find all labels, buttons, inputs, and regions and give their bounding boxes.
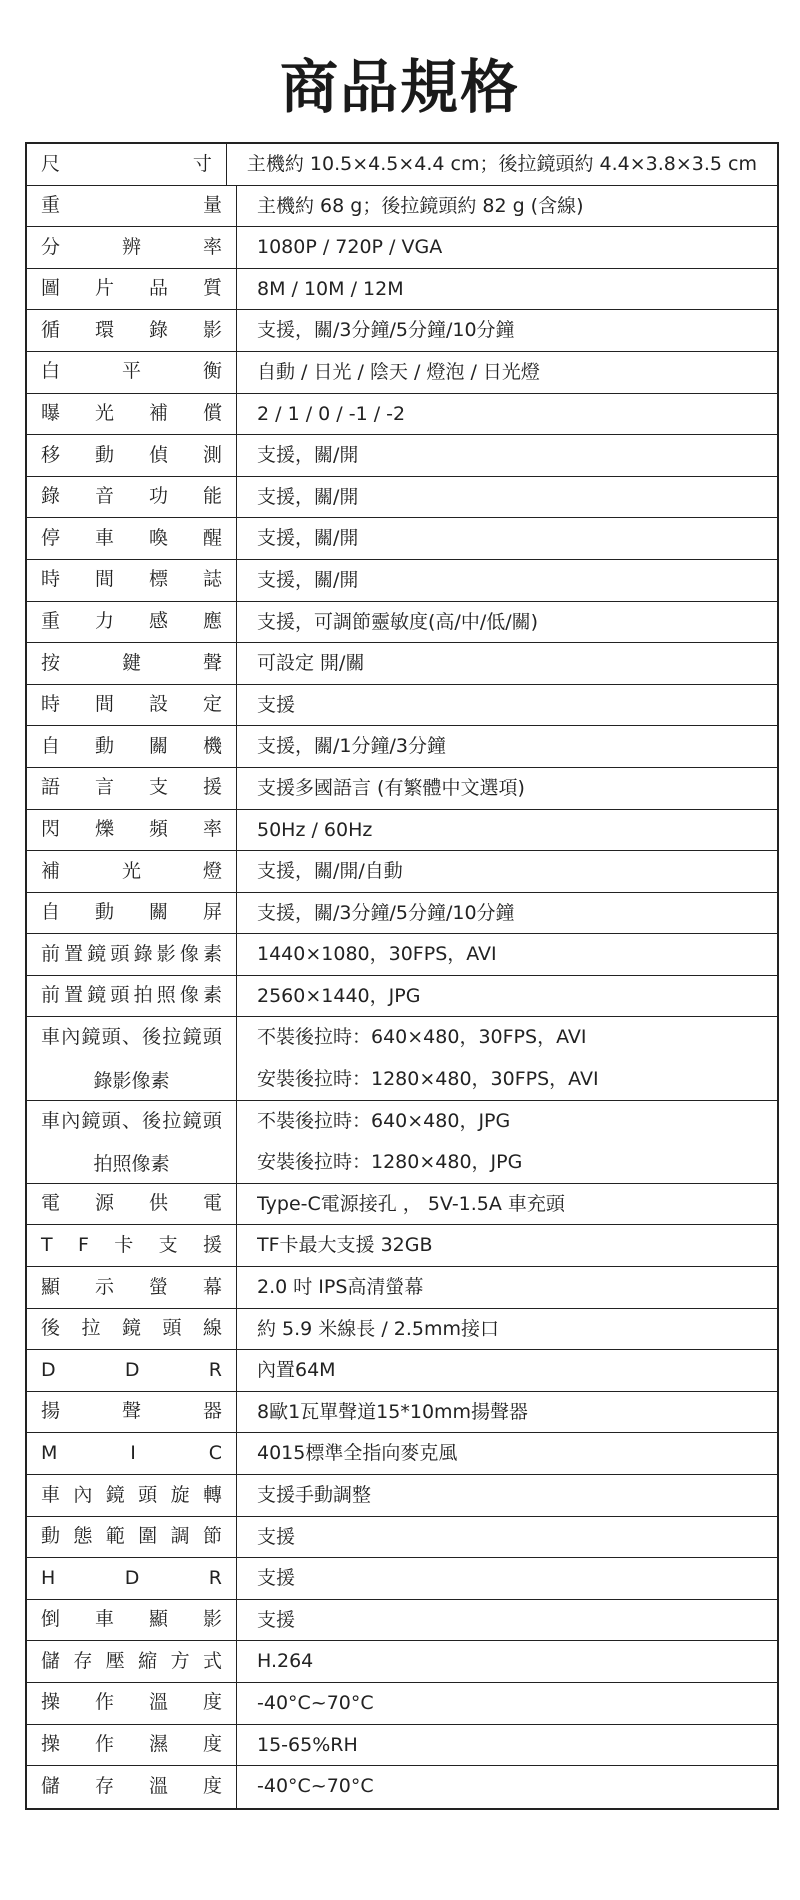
spec-row	[27, 1475, 777, 1517]
spec-row	[27, 1517, 777, 1559]
spec-value	[237, 1433, 777, 1474]
spec-label	[27, 976, 237, 1017]
spec-row	[27, 685, 777, 727]
spec-value	[237, 851, 777, 892]
spec-label-line: H D R	[41, 1566, 222, 1589]
spec-value	[237, 1350, 777, 1391]
spec-row	[27, 1350, 777, 1392]
spec-label	[27, 144, 227, 185]
spec-label	[27, 851, 237, 892]
spec-value	[237, 768, 777, 809]
spec-value-line: -40°C~70°C	[257, 1691, 374, 1714]
spec-row	[27, 1433, 777, 1475]
spec-value	[237, 1101, 777, 1183]
spec-label	[27, 269, 237, 310]
spec-value	[237, 643, 777, 684]
spec-value-line: 支援，關/開	[257, 568, 359, 591]
spec-value-line: 2560×1440，JPG	[257, 984, 421, 1007]
spec-label	[27, 227, 237, 268]
spec-row	[27, 1309, 777, 1351]
spec-row	[27, 1725, 777, 1767]
spec-row	[27, 1392, 777, 1434]
spec-label-line: T F 卡 支 援	[41, 1233, 222, 1256]
spec-value	[237, 186, 777, 227]
spec-value-line: 支援	[257, 693, 296, 716]
spec-value-line: 可設定 開/關	[257, 652, 365, 675]
spec-label-line: 儲 存 溫 度	[41, 1775, 222, 1798]
spec-value	[237, 1184, 777, 1225]
spec-value-line: 15-65%RH	[257, 1733, 358, 1756]
spec-value	[237, 1225, 777, 1266]
spec-label	[27, 1309, 237, 1350]
spec-label-line: 前 置 鏡 頭 錄 影 像 素	[41, 942, 222, 965]
spec-value-line: 內置64M	[257, 1359, 336, 1382]
spec-row	[27, 1101, 777, 1184]
spec-row	[27, 810, 777, 852]
spec-value-line: 不裝後拉時：640×480，JPG	[257, 1109, 511, 1132]
spec-label	[27, 726, 237, 767]
spec-row	[27, 934, 777, 976]
spec-label-line: 自 動 關 機	[41, 734, 222, 757]
spec-value	[237, 976, 777, 1017]
spec-label-line: 分 辨 率	[41, 235, 222, 258]
spec-value-line: H.264	[257, 1650, 314, 1673]
spec-label	[27, 1184, 237, 1225]
spec-value-line: 主機約 68 g；後拉鏡頭約 82 g (含線)	[257, 194, 584, 217]
spec-label-line: 車 內 鏡 頭 、 後 拉 鏡 頭	[41, 1026, 222, 1049]
spec-label-line: 動 態 範 圍 調 節	[41, 1525, 222, 1548]
spec-label-line: M I C	[41, 1441, 222, 1464]
spec-row	[27, 851, 777, 893]
spec-label-line: 錄影像素	[93, 1069, 170, 1092]
spec-label-line: 按 鍵 聲	[41, 651, 222, 674]
spec-value	[237, 1267, 777, 1308]
spec-value	[237, 810, 777, 851]
spec-label	[27, 1392, 237, 1433]
spec-value-line: 支援，可調節靈敏度(高/中/低/關)	[257, 610, 539, 633]
spec-value	[237, 1600, 777, 1641]
spec-value-line: 支援，關/3分鐘/5分鐘/10分鐘	[257, 319, 515, 342]
spec-label-line: 重 力 感 應	[41, 610, 222, 633]
spec-value-line: 支援	[257, 1567, 296, 1590]
spec-label	[27, 394, 237, 435]
spec-value-line: 支援，關/開	[257, 485, 359, 508]
spec-value	[237, 1558, 777, 1599]
spec-label-line: 重 量	[41, 194, 222, 217]
spec-value	[237, 1766, 777, 1808]
spec-value	[237, 1475, 777, 1516]
spec-row	[27, 1600, 777, 1642]
spec-value-line: 支援	[257, 1608, 296, 1631]
spec-value	[237, 435, 777, 476]
spec-label	[27, 1225, 237, 1266]
spec-row	[27, 144, 777, 186]
spec-label-line: 拍照像素	[93, 1153, 170, 1176]
spec-label	[27, 186, 237, 227]
spec-label	[27, 893, 237, 934]
spec-label	[27, 560, 237, 601]
spec-row	[27, 1641, 777, 1683]
spec-label	[27, 352, 237, 393]
spec-row	[27, 477, 777, 519]
spec-value-line: 支援，關/開/自動	[257, 860, 403, 883]
spec-value	[237, 310, 777, 351]
spec-label-line: 車 內 鏡 頭 旋 轉	[41, 1483, 222, 1506]
spec-label	[27, 685, 237, 726]
spec-label	[27, 1641, 237, 1682]
spec-value	[237, 1017, 777, 1099]
spec-row	[27, 435, 777, 477]
spec-row	[27, 643, 777, 685]
spec-value-line: 支援，關/3分鐘/5分鐘/10分鐘	[257, 901, 515, 924]
spec-label-line: 時 間 標 誌	[41, 568, 222, 591]
spec-label-line: 白 平 衡	[41, 360, 222, 383]
spec-value-line: 1440×1080，30FPS，AVI	[257, 943, 497, 966]
spec-label-line: 錄 音 功 能	[41, 485, 222, 508]
spec-label-line: 尺 寸	[41, 152, 212, 175]
spec-label	[27, 1267, 237, 1308]
spec-label	[27, 602, 237, 643]
spec-label-line: 循 環 錄 影	[41, 318, 222, 341]
spec-label	[27, 1766, 237, 1808]
spec-label-line: 語 言 支 援	[41, 776, 222, 799]
spec-row	[27, 1766, 777, 1808]
spec-label-line: 時 間 設 定	[41, 693, 222, 716]
spec-label	[27, 1475, 237, 1516]
spec-row	[27, 1225, 777, 1267]
spec-row	[27, 269, 777, 311]
spec-label-line: 前 置 鏡 頭 拍 照 像 素	[41, 984, 222, 1007]
spec-value	[237, 1392, 777, 1433]
spec-value-line: 不裝後拉時：640×480，30FPS，AVI	[257, 1026, 587, 1049]
spec-value	[237, 685, 777, 726]
spec-value-line: 支援，關/開	[257, 527, 359, 550]
spec-value-line: 8歐1瓦單聲道15*10mm揚聲器	[257, 1400, 529, 1423]
spec-label	[27, 1433, 237, 1474]
spec-value-line: 4015標準全指向麥克風	[257, 1442, 458, 1465]
spec-label-line: 移 動 偵 測	[41, 443, 222, 466]
spec-value	[237, 934, 777, 975]
spec-row	[27, 352, 777, 394]
spec-row	[27, 186, 777, 228]
spec-label-line: 操 作 溫 度	[41, 1691, 222, 1714]
spec-row	[27, 893, 777, 935]
spec-value-line: 50Hz / 60Hz	[257, 818, 373, 841]
spec-row	[27, 1184, 777, 1226]
spec-value	[237, 1309, 777, 1350]
spec-row	[27, 394, 777, 436]
spec-label-line: 顯 示 螢 幕	[41, 1275, 222, 1298]
spec-value	[237, 1683, 777, 1724]
spec-label-line: 後 拉 鏡 頭 線	[41, 1317, 222, 1340]
spec-label-line: D D R	[41, 1358, 222, 1381]
spec-value-line: Type-C電源接孔 ， 5V-1.5A 車充頭	[257, 1192, 565, 1215]
spec-value-line: 自動 / 日光 / 陰天 / 燈泡 / 日光燈	[257, 360, 540, 383]
spec-label-line: 揚 聲 器	[41, 1400, 222, 1423]
spec-value	[237, 1641, 777, 1682]
spec-label-line: 圖 片 品 質	[41, 277, 222, 300]
spec-value-line: 1080P / 720P / VGA	[257, 236, 443, 259]
spec-label	[27, 1725, 237, 1766]
spec-label	[27, 1350, 237, 1391]
spec-value	[237, 352, 777, 393]
spec-value-line: 支援，關/1分鐘/3分鐘	[257, 735, 446, 758]
spec-label	[27, 1017, 237, 1099]
spec-label-line: 停 車 喚 醒	[41, 526, 222, 549]
spec-row	[27, 1683, 777, 1725]
spec-value	[227, 144, 777, 185]
spec-label-line: 儲 存 壓 縮 方 式	[41, 1649, 222, 1672]
spec-value	[237, 1517, 777, 1558]
spec-label-line: 倒 車 顯 影	[41, 1608, 222, 1631]
spec-label	[27, 1600, 237, 1641]
spec-value	[237, 560, 777, 601]
spec-row	[27, 560, 777, 602]
spec-label	[27, 934, 237, 975]
spec-value-line: 安裝後拉時：1280×480，30FPS，AVI	[257, 1067, 599, 1090]
spec-label	[27, 1558, 237, 1599]
spec-label	[27, 1101, 237, 1183]
spec-value-line: 支援手動調整	[257, 1484, 372, 1506]
spec-value	[237, 518, 777, 559]
spec-value	[237, 726, 777, 767]
spec-label	[27, 518, 237, 559]
spec-value	[237, 602, 777, 643]
spec-value-line: 8M / 10M / 12M	[257, 277, 404, 300]
spec-label	[27, 1683, 237, 1724]
spec-row	[27, 602, 777, 644]
spec-table	[25, 142, 779, 1810]
spec-row	[27, 310, 777, 352]
spec-label	[27, 310, 237, 351]
spec-label	[27, 1517, 237, 1558]
spec-value	[237, 1725, 777, 1766]
spec-label	[27, 810, 237, 851]
spec-label-line: 自 動 關 屏	[41, 901, 222, 924]
spec-value-line: 主機約 10.5×4.5×4.4 cm；後拉鏡頭約 4.4×3.8×3.5 cm	[246, 153, 757, 175]
spec-value-line: TF卡最大支援 32GB	[257, 1234, 433, 1257]
spec-label-line: 車 內 鏡 頭 、 後 拉 鏡 頭	[41, 1109, 222, 1132]
spec-row	[27, 1558, 777, 1600]
spec-label-line: 操 作 濕 度	[41, 1733, 222, 1756]
spec-label	[27, 643, 237, 684]
spec-label-line: 電 源 供 電	[41, 1192, 222, 1215]
spec-row	[27, 1267, 777, 1309]
spec-label	[27, 768, 237, 809]
spec-row	[27, 768, 777, 810]
spec-label-line: 補 光 燈	[41, 859, 222, 882]
spec-value-line: 支援	[257, 1525, 296, 1548]
spec-value	[237, 893, 777, 934]
spec-value	[237, 477, 777, 518]
spec-value	[237, 394, 777, 435]
spec-label-line: 閃 爍 頻 率	[41, 818, 222, 840]
spec-value-line: 支援，關/開	[257, 444, 359, 467]
spec-value-line: 約 5.9 米線長 / 2.5mm接口	[257, 1317, 500, 1340]
spec-value-line: 安裝後拉時：1280×480，JPG	[257, 1150, 523, 1173]
spec-row	[27, 976, 777, 1018]
page-title: 商品規格	[279, 53, 520, 121]
spec-row	[27, 1017, 777, 1100]
spec-row	[27, 726, 777, 768]
spec-value-line: 2.0 吋 IPS高清螢幕	[257, 1276, 424, 1299]
spec-label	[27, 477, 237, 518]
spec-label-line: 曝 光 補 償	[41, 402, 222, 425]
spec-row	[27, 227, 777, 269]
spec-value	[237, 227, 777, 268]
spec-row	[27, 518, 777, 560]
spec-value-line: 支援多國語言 (有繁體中文選項)	[257, 776, 525, 799]
spec-value-line: -40°C~70°C	[257, 1775, 374, 1798]
spec-value-line: 2 / 1 / 0 / -1 / -2	[257, 402, 406, 425]
spec-value	[237, 269, 777, 310]
spec-label	[27, 435, 237, 476]
